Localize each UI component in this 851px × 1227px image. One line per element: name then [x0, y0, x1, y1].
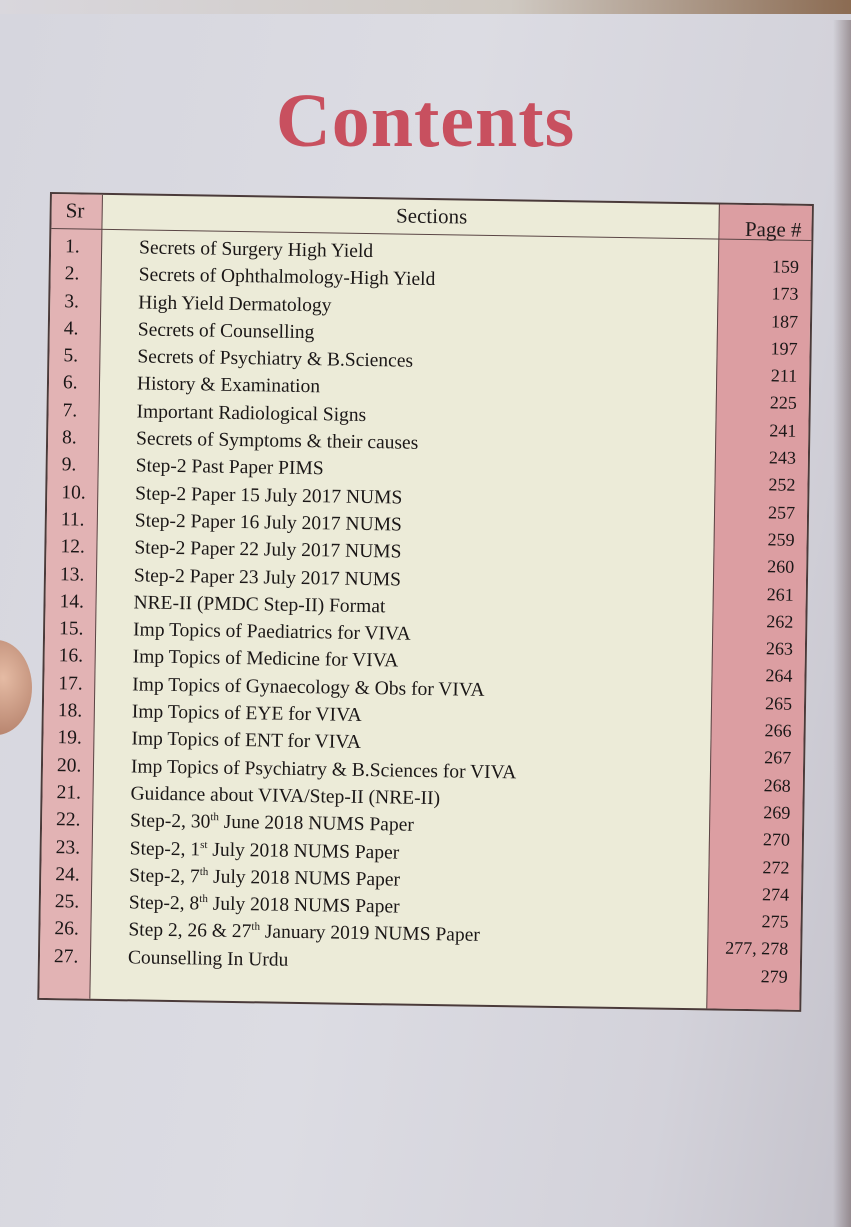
row-section-title: Imp Topics of Gynaecology & Obs for VIVA: [132, 674, 485, 701]
row-section-title: Secrets of Counselling: [137, 319, 315, 344]
row-page-number: 259: [767, 529, 795, 550]
row-number: 14.: [59, 591, 85, 613]
row-section-title: Step-2 Paper 15 July 2017 NUMS: [135, 483, 403, 509]
row-number: 11.: [60, 509, 85, 531]
page-binding-shadow: [833, 20, 851, 1227]
row-section-title: Counselling In Urdu: [127, 947, 289, 971]
row-page-number: 197: [770, 338, 798, 359]
row-number: 26.: [54, 918, 79, 940]
row-section-title: Important Radiological Signs: [136, 401, 367, 426]
row-number: 2.: [64, 263, 80, 285]
row-page-number: 262: [766, 611, 794, 632]
row-page-number: 275: [761, 911, 789, 932]
row-page-number: 263: [765, 638, 794, 659]
row-section-title: History & Examination: [136, 373, 321, 398]
row-section-title: Imp Topics of EYE for VIVA: [131, 701, 362, 727]
row-page-number: 267: [764, 747, 792, 769]
row-section-title: Secrets of Surgery High Yield: [138, 237, 374, 263]
row-number: 10.: [61, 481, 86, 504]
row-number: 7.: [62, 400, 78, 422]
row-section-title: Guidance about VIVA/Step-II (NRE-II): [130, 783, 441, 810]
row-number: 13.: [59, 563, 85, 586]
row-page-number: 269: [763, 802, 791, 823]
row-number: 12.: [60, 536, 85, 558]
row-number: 17.: [58, 672, 83, 695]
ordinal-suffix: th: [251, 921, 261, 934]
contents-table: [37, 192, 814, 1012]
row-page-number: 270: [762, 829, 791, 850]
row-page-number: 243: [768, 447, 797, 468]
row-page-number: 268: [763, 774, 791, 796]
ordinal-suffix: th: [210, 811, 220, 824]
row-page-number: 173: [771, 283, 799, 305]
row-page-number: 274: [761, 884, 790, 905]
row-section-title: [129, 865, 400, 891]
row-section-title: NRE-II (PMDC Step-II) Format: [133, 592, 386, 618]
row-page-number: 261: [766, 583, 794, 605]
section-text: Step-2, 1: [129, 837, 201, 860]
row-section-title: Step-2 Past Paper PIMS: [135, 455, 324, 480]
ordinal-suffix: st: [200, 838, 208, 851]
row-section-title: Secrets of Psychiatry & B.Sciences: [137, 346, 414, 372]
row-page-number: 260: [767, 556, 795, 578]
row-section-title: Secrets of Ophthalmology-High Yield: [138, 264, 436, 291]
row-section-title: Step-2 Paper 23 July 2017 NUMS: [133, 564, 402, 591]
row-number: 22.: [55, 809, 81, 831]
row-number: 5.: [63, 345, 79, 367]
row-number: 21.: [56, 782, 82, 804]
row-number: 27.: [53, 945, 79, 968]
row-page-number: 266: [764, 720, 792, 741]
row-number: 1.: [64, 236, 80, 258]
row-section-title: [129, 892, 400, 918]
row-section-title: Imp Topics of Medicine for VIVA: [132, 646, 399, 672]
section-text: Step 2, 26 & 27: [128, 919, 252, 943]
row-section-title: High Yield Dermatology: [138, 291, 332, 317]
section-text: Step-2, 30: [129, 810, 211, 833]
ordinal-suffix: th: [199, 865, 209, 878]
header-sr: Sr: [65, 198, 85, 223]
row-section-title: Imp Topics of Psychiatry & B.Sciences for VIVA: [130, 755, 517, 784]
section-text: July 2018 NUMS Paper: [208, 866, 401, 891]
row-page-number: 211: [770, 365, 798, 386]
row-section-title: [130, 838, 400, 864]
section-text: June 2018 NUMS Paper: [218, 811, 414, 837]
row-page-number: 279: [760, 965, 788, 987]
row-number: 15.: [58, 618, 84, 640]
row-page-number: 277, 278: [725, 938, 789, 960]
section-text: July 2018 NUMS Paper: [207, 893, 400, 918]
row-number: 18.: [57, 700, 83, 722]
row-number: 6.: [62, 372, 78, 394]
row-section-title: [130, 811, 414, 837]
row-number: 24.: [55, 863, 80, 886]
section-text: July 2018 NUMS Paper: [207, 839, 400, 864]
row-number: 16.: [58, 645, 84, 668]
section-text: Step-2, 8: [128, 892, 200, 915]
row-section-title: Imp Topics of Paediatrics for VIVA: [132, 619, 411, 645]
row-page-number: 252: [768, 474, 796, 496]
row-number: 25.: [54, 891, 80, 913]
table-rows: [40, 236, 811, 985]
ordinal-suffix: th: [199, 893, 208, 906]
section-text: January 2019 NUMS Paper: [259, 921, 480, 947]
row-page-number: 159: [771, 256, 800, 277]
row-section-title: Secrets of Symptoms & their causes: [135, 428, 419, 454]
header-sections: Sections: [395, 203, 468, 229]
row-number: 20.: [56, 754, 82, 777]
page-top-edge: [0, 0, 851, 14]
row-number: 8.: [61, 427, 77, 449]
row-number: 3.: [64, 290, 80, 313]
page-title: Contents: [275, 79, 576, 163]
row-number: 23.: [55, 836, 81, 859]
row-page-number: 264: [765, 665, 793, 687]
row-page-number: 241: [769, 420, 797, 441]
header-page: Page #: [744, 216, 802, 242]
row-page-number: 225: [769, 392, 797, 414]
row-section-title: [128, 920, 480, 948]
row-page-number: 265: [764, 693, 793, 714]
row-section-title: Step-2 Paper 22 July 2017 NUMS: [134, 537, 402, 563]
row-section-title: Imp Topics of ENT for VIVA: [131, 728, 362, 754]
row-section-title: Step-2 Paper 16 July 2017 NUMS: [134, 510, 403, 536]
row-page-number: 187: [770, 310, 799, 332]
row-number: 4.: [63, 318, 79, 340]
row-page-number: 272: [762, 856, 790, 878]
section-text: Step-2, 7: [129, 865, 200, 888]
row-page-number: 257: [767, 501, 796, 523]
row-number: 9.: [61, 454, 77, 476]
thumb-holding-page: [0, 640, 32, 735]
row-number: 19.: [57, 727, 82, 749]
